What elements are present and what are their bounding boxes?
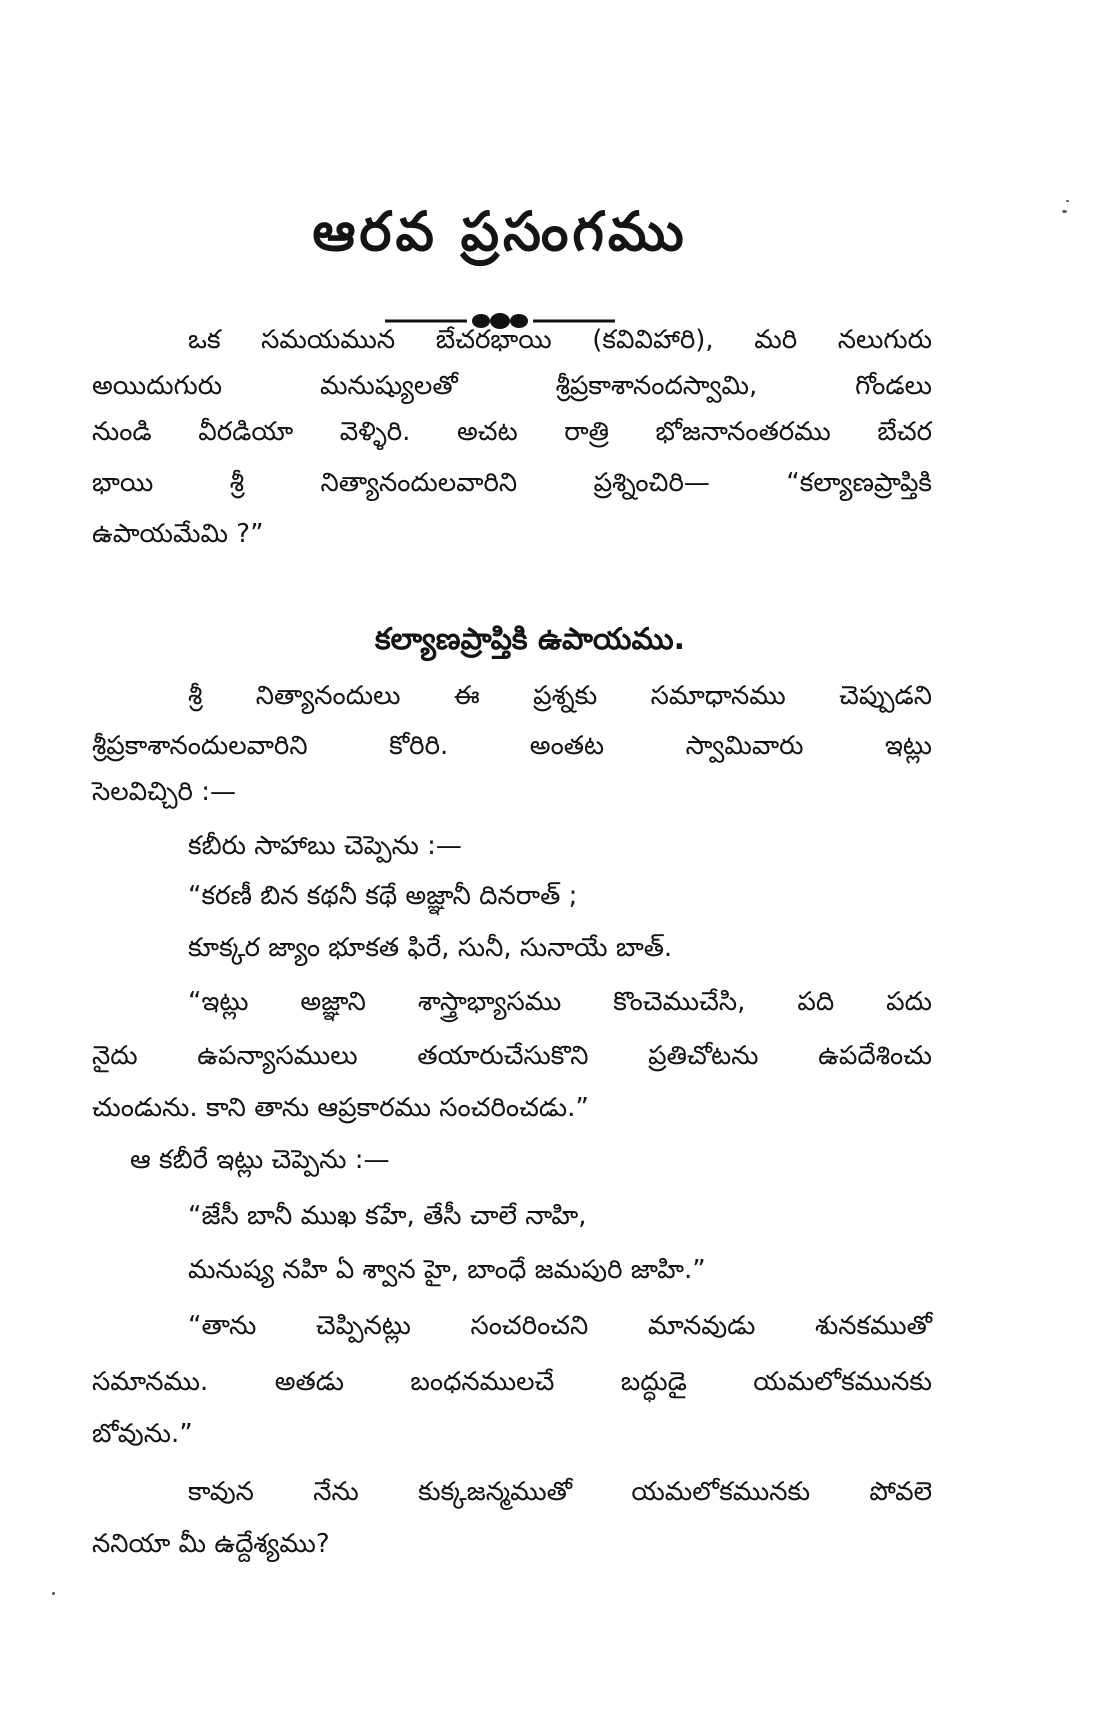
kabir-intro-2: ఆ కబీరే ఇట్లు చెప్పెను :— [130,1145,390,1175]
scan-speck [1066,200,1069,202]
kabir-intro: కబీరు సాహాబు చెప్పెను :— [188,831,462,861]
verse2-line-1: “జేసీ బానీ ముఖ కహే, తేసీ చాలే నాహి, [188,1201,587,1231]
para4-line-1: “తాను చెప్పినట్లు సంచరించని మానవుడు శునకముతో [188,1311,932,1341]
chapter-title: ఆరవ ప్రసంగము [312,200,688,263]
verse2-line-2: మనుష్య నహి ఏ శ్వాన హై, బాంధే జమపురి జాహి.” [188,1255,706,1285]
para5-line-2: ననియా మీ ఉద్దేశ్యము? [92,1529,330,1559]
para5-line-1: కావున నేను కుక్కజన్మముతో యమలోకమునకు పోవలె [188,1477,932,1507]
para2-line-3: సెలవిచ్చిరి :— [92,777,236,807]
para3-line-3: చుండును. కాని తాను ఆప్రకారము సంచరించడు.” [92,1093,589,1123]
section-heading: కల్యాణప్రాప్తికి ఉపాయము. [375,622,685,657]
para2-line-1: శ్రీ నిత్యానందులు ఈ ప్రశ్నకు సమాధానము చెప్పుడని [188,681,932,711]
para1-line-4: భాయి శ్రీ నిత్యానందులవారిని ప్రశ్నించిరి— “కల్యాణప్రాప్తికి [92,468,932,498]
verse1-line-1: “కరణీ బిన కథనీ కథే అజ్ఞానీ దినరాత్ ; [188,881,578,911]
para2-line-2: శ్రీప్రకాశానందులవారిని కోరిరి. అంతట స్వామివారు ఇట్లు [92,731,932,761]
para1-line-3: నుండి వీరడియా వెళ్ళిరి. అచట రాత్రి భోజనానంతరము బేచర [92,417,932,447]
para1-line-2: అయిదుగురు మనుష్యులతో శ్రీప్రకాశానందస్వామి, గోండలు [92,371,932,401]
para4-line-3: బోవును.” [92,1419,193,1449]
para1-line-5: ఉపాయమేమి ?” [92,519,264,549]
scan-speck [1062,210,1067,213]
verse1-line-2: కూక్కర జ్యాం భూకత ఫిరే, సునీ, సునాయే బాత్. [188,933,673,963]
para1-line-1: ఒక సమయమున బేచరభాయి (కవివిహారి), మరి నలుగురు [188,325,932,355]
para3-line-1: “ఇట్లు అజ్ఞాని శాస్త్రాభ్యాసము కొంచెముచేసి, పది పదు [188,987,932,1017]
scan-speck [52,1592,55,1595]
para4-line-2: సమానము. అతడు బంధనములచే బద్ధుడై యమలోకమునకు [92,1367,932,1397]
para3-line-2: నైదు ఉపన్యాసములు తయారుచేసుకొని ప్రతిచోటను ఉపదేశించు [92,1041,932,1071]
